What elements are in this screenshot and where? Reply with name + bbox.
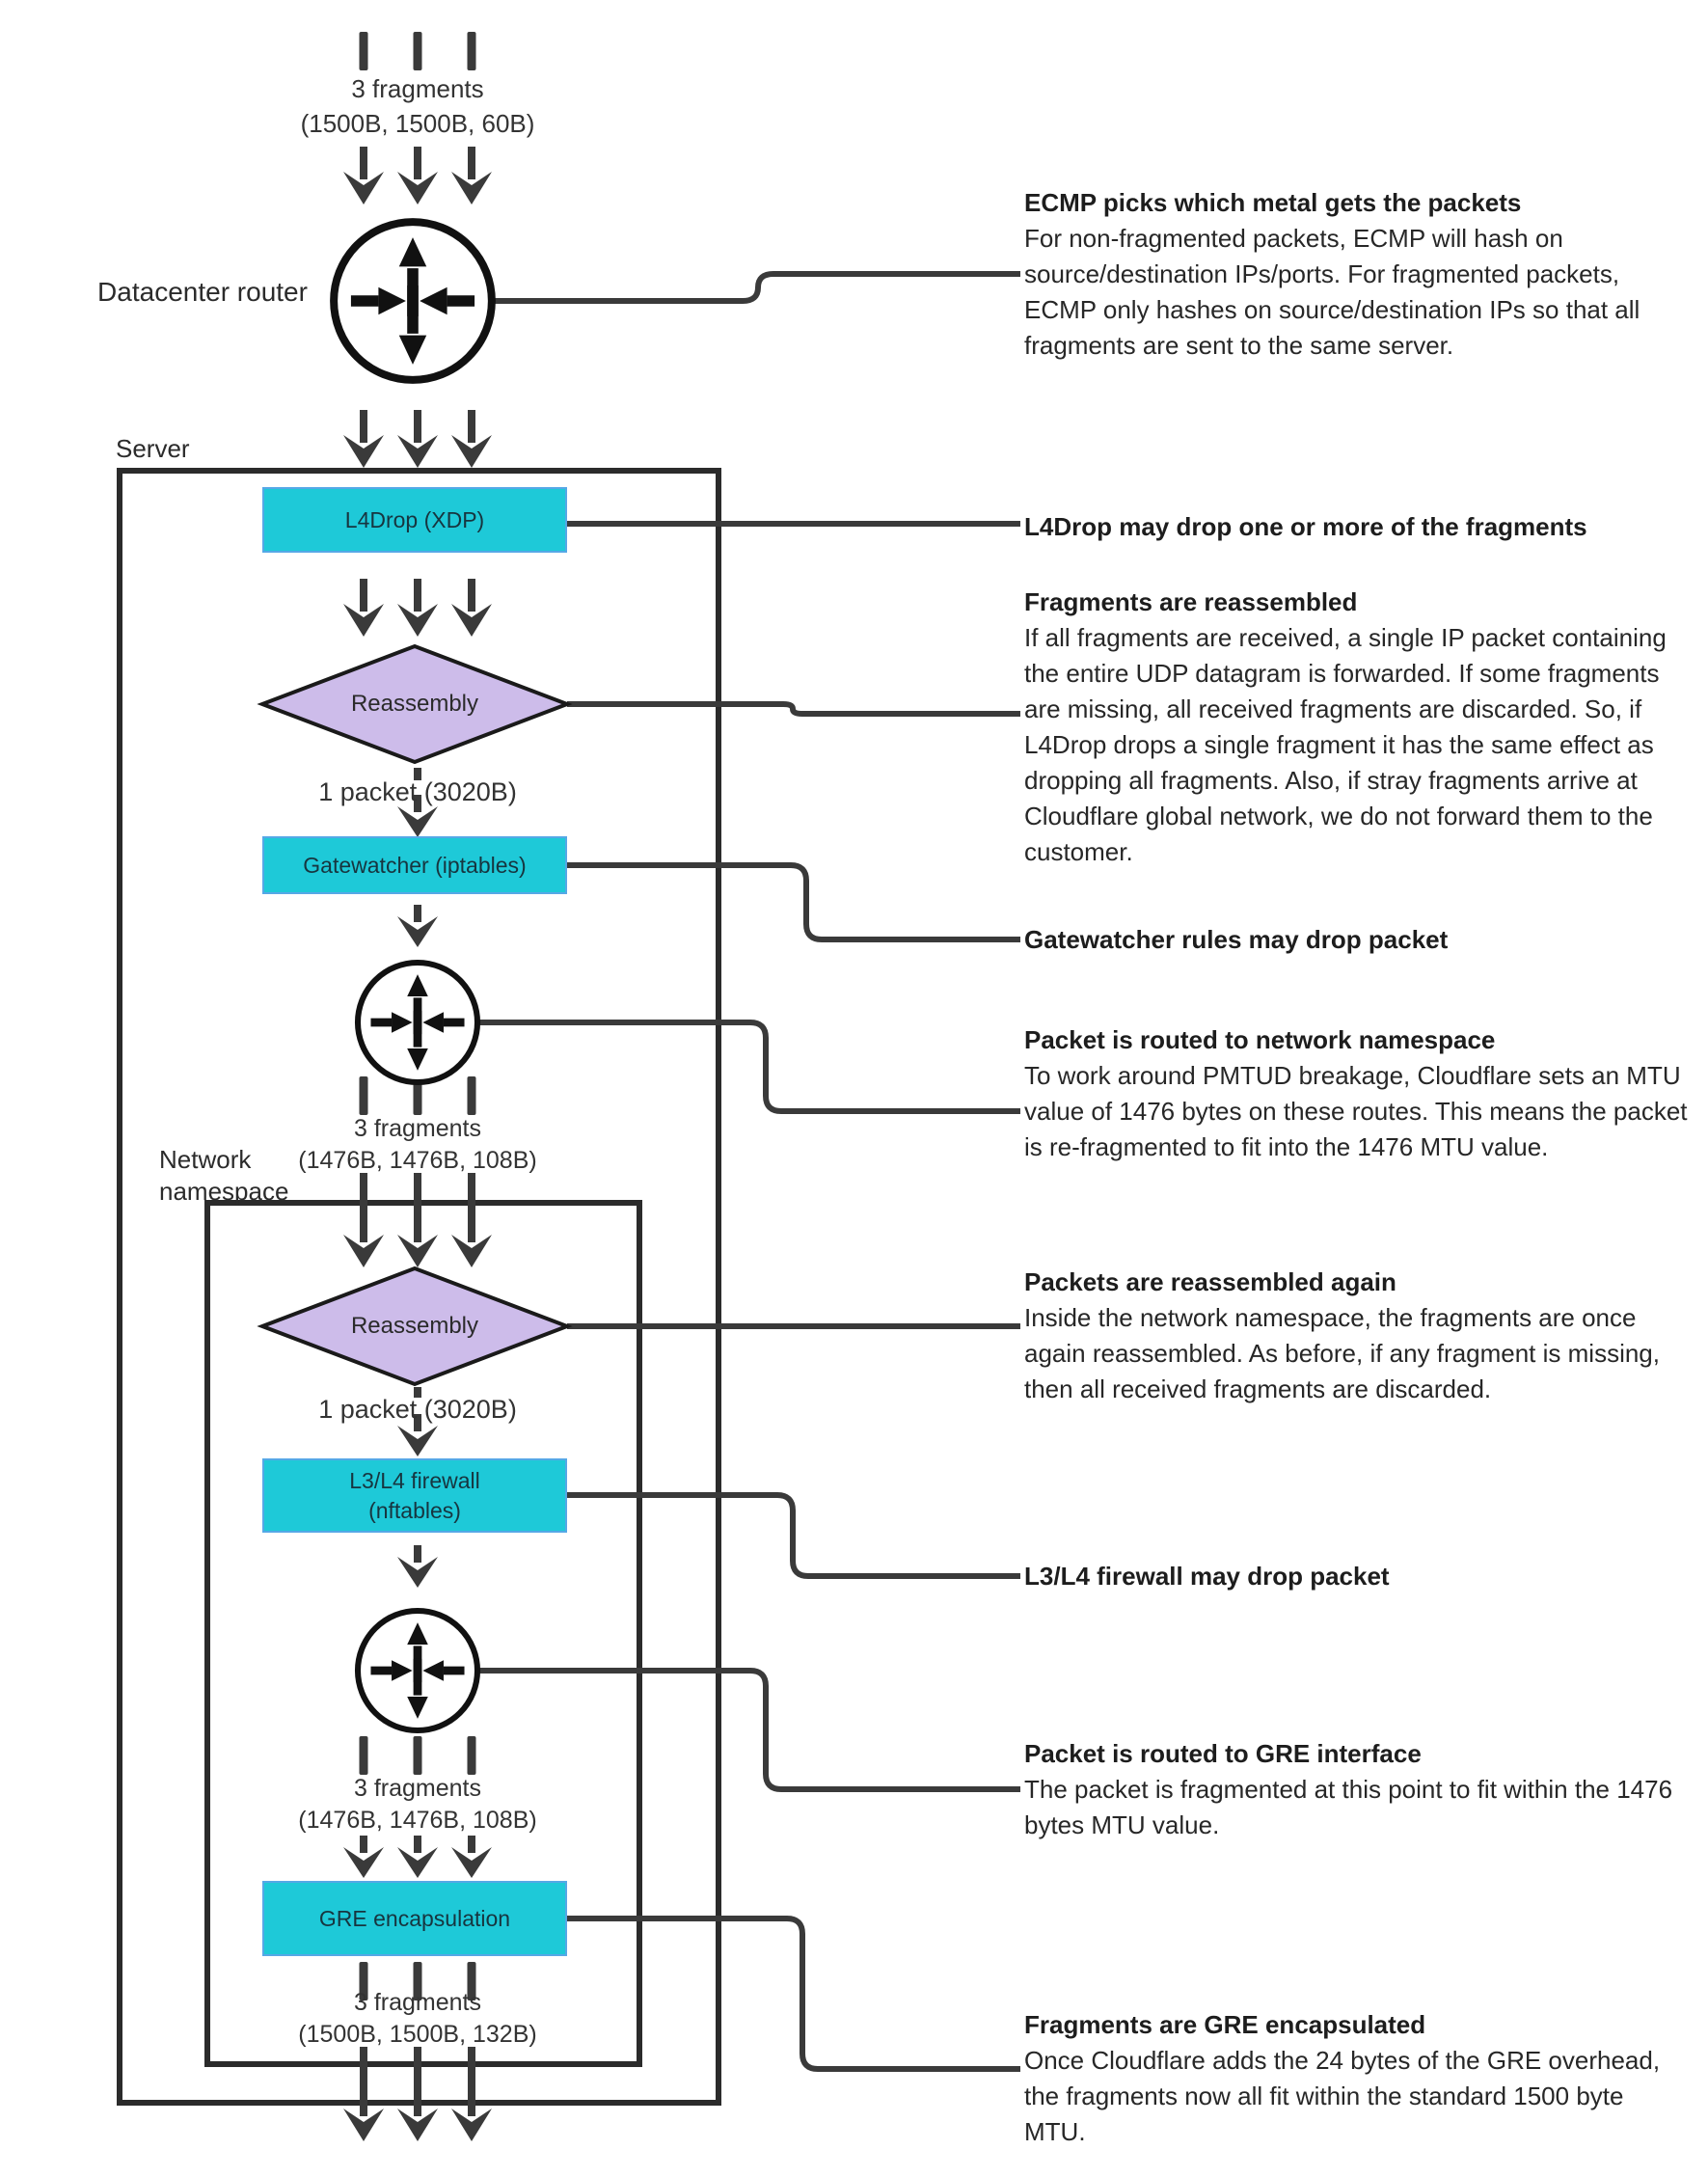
annotation-reassembled	[1024, 585, 1688, 870]
annotation-routed-gre	[1024, 1736, 1688, 1843]
datacenter-router-icon	[334, 222, 492, 380]
reassembly-1-label: Reassembly	[350, 691, 479, 717]
annotation-title: ECMP picks which metal gets the packets	[1024, 188, 1522, 217]
annotation-title: L4Drop may drop one or more of the fragments	[1024, 512, 1587, 541]
fragments-into-namespace-sizes: (1476B, 1476B, 108B)	[298, 1147, 537, 1174]
packet-2-label: 1 packet (3020B)	[318, 1395, 517, 1424]
gatewatcher-node	[262, 836, 567, 894]
arrows-into-namespace	[343, 1173, 492, 1267]
arrows-into-server	[343, 410, 492, 468]
fragments-into-namespace-count: 3 fragments	[353, 1115, 481, 1142]
fragments-to-gre-sizes: (1476B, 1476B, 108B)	[298, 1807, 537, 1834]
fragment-dashes-top	[360, 32, 476, 70]
firewall-node	[262, 1458, 567, 1533]
annotation-ecmp	[1024, 185, 1688, 364]
connector-routed-namespace	[477, 1022, 1020, 1111]
annotation-body: For non-fragmented packets, ECMP will hash on source/destination IPs/ports. For fragmented packets, ECMP only hashes on source/destination IPs so that all fragments are sent to the same server.	[1024, 224, 1640, 360]
annotation-firewall	[1024, 1559, 1688, 1594]
l4drop-node	[262, 487, 567, 553]
fragments-to-gre-count: 3 fragments	[353, 1775, 481, 1802]
arrows-into-gre	[343, 1836, 492, 1878]
connector-routed-gre	[477, 1671, 1020, 1789]
fragments-out-of-gre	[249, 1987, 586, 2051]
arrows-into-router	[343, 147, 492, 204]
arrow-gatewatcher-to-router	[397, 905, 438, 947]
network-namespace-label: Network namespace	[159, 1145, 289, 1206]
annotation-gatewatcher	[1024, 922, 1688, 958]
firewall-label-line1: L3/L4 firewall	[349, 1467, 480, 1493]
fragments-top-sizes: (1500B, 1500B, 60B)	[300, 109, 535, 138]
annotation-title: Fragments are reassembled	[1024, 587, 1358, 616]
firewall-label-line2: (nftables)	[368, 1497, 461, 1523]
fragments-out-of-gre-sizes: (1500B, 1500B, 132B)	[298, 2021, 537, 2048]
annotation-title: Gatewatcher rules may drop packet	[1024, 925, 1449, 954]
fragment-dashes-gre	[360, 1736, 476, 1775]
annotation-l4drop	[1024, 509, 1688, 545]
annotation-title: Fragments are GRE encapsulated	[1024, 2010, 1426, 2039]
annotation-title: L3/L4 firewall may drop packet	[1024, 1562, 1390, 1591]
connector-reassembly1	[567, 704, 1020, 714]
fragments-into-namespace	[249, 1113, 586, 1177]
annotation-title: Packet is routed to GRE interface	[1024, 1739, 1422, 1768]
arrows-out-of-server	[343, 2047, 492, 2141]
arrow-firewall-to-router	[397, 1545, 438, 1588]
route-to-namespace-icon	[358, 963, 477, 1082]
arrows-l4drop-to-reassembly	[343, 579, 492, 637]
annotation-body: Inside the network namespace, the fragments are once again reassembled. As before, if any fragment is missing, then all received fragments are discarded.	[1024, 1303, 1660, 1403]
route-to-gre-icon	[358, 1611, 477, 1730]
annotation-gre-encapsulated	[1024, 2007, 1688, 2150]
server-label: Server	[116, 434, 190, 463]
annotation-body: Once Cloudflare adds the 24 bytes of the GRE overhead, the fragments now all fit within the standard 1500 byte MTU.	[1024, 2046, 1661, 2146]
annotation-title: Packet is routed to network namespace	[1024, 1025, 1496, 1054]
annotation-title: Packets are reassembled again	[1024, 1267, 1396, 1296]
packet-1-label: 1 packet (3020B)	[318, 777, 517, 806]
gre-node	[262, 1881, 567, 1956]
gatewatcher-label: Gatewatcher (iptables)	[303, 852, 527, 878]
annotation-body: The packet is fragmented at this point to fit within the 1476 bytes MTU value.	[1024, 1775, 1673, 1839]
connector-gatewatcher	[567, 865, 1020, 939]
reassembly-2-label: Reassembly	[350, 1313, 479, 1339]
l4drop-label: L4Drop (XDP)	[344, 506, 485, 532]
annotation-routed-namespace	[1024, 1022, 1688, 1165]
connector-gre-encap	[567, 1918, 1020, 2069]
gre-label: GRE encapsulation	[318, 1905, 511, 1931]
fragments-to-gre	[249, 1773, 586, 1837]
fragments-top	[249, 71, 586, 141]
connector-ecmp	[492, 274, 1020, 301]
annotation-body: If all fragments are received, a single IP packet containing the entire UDP datagram is forwarded. If some fragments are missing, all received fragments are discarded. So, if L4Drop drops a single fragment it has the same effect as dropping all fragments. Also, if stray fragments arrive at Cloudflare global network, we do not forward them to the customer.	[1024, 623, 1667, 866]
connector-firewall	[567, 1495, 1020, 1576]
fragments-out-of-gre-count: 3 fragments	[353, 1989, 481, 2016]
fragments-top-count: 3 fragments	[351, 74, 484, 103]
annotation-body: To work around PMTUD breakage, Cloudflare sets an MTU value of 1476 bytes on these routes. This means the packet is re-fragmented to fit into the 1476 MTU value.	[1024, 1061, 1688, 1161]
datacenter-router-label: Datacenter router	[97, 277, 308, 307]
annotation-reassembled-again	[1024, 1265, 1688, 1407]
